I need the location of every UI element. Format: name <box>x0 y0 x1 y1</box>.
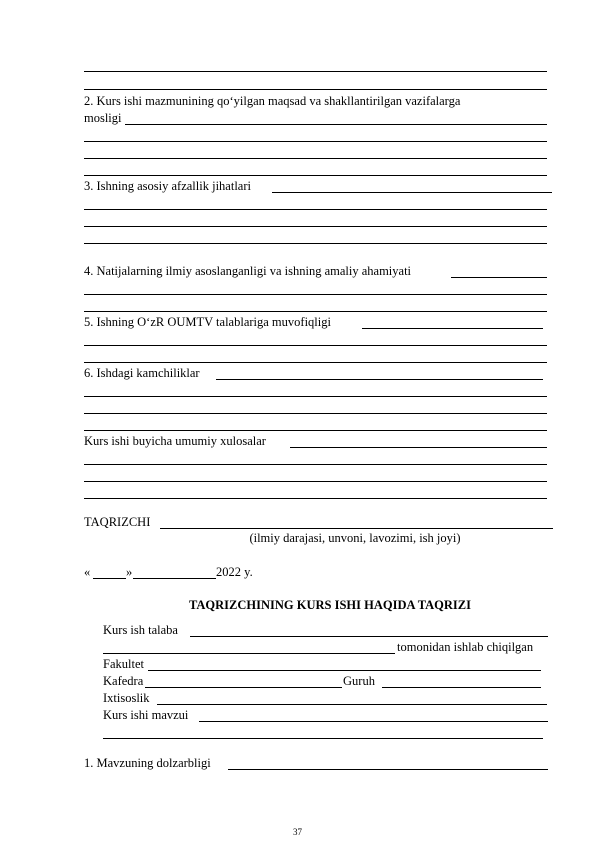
section-2-title: 2. Kurs ishi mazmunining qo‘yilgan maqsad va shakllantirilgan vazifalarga <box>84 94 461 108</box>
blank-line <box>84 311 547 312</box>
student-name-line <box>190 636 548 637</box>
blank-line <box>84 464 547 465</box>
section-4-title: 4. Natijalarning ilmiy asoslanganligi va ishning amaliy ahamiyati <box>84 264 412 278</box>
blank-line <box>84 141 547 142</box>
department-line <box>145 687 342 688</box>
date-day-line <box>93 578 126 579</box>
section-5-title: 5. Ishning O‘zR OUMTV talablariga muvofiqligi <box>84 315 331 329</box>
blank-line <box>84 345 547 346</box>
page-number: 37 <box>293 827 302 837</box>
specialty-label: Ixtisoslik <box>103 691 150 705</box>
blank-line <box>84 498 547 499</box>
specialty-line <box>157 704 547 705</box>
department-label: Kafedra <box>103 674 144 688</box>
blank-line <box>216 379 543 380</box>
date-close-quote: » <box>126 565 133 579</box>
blank-line <box>84 362 547 363</box>
reviewer-caption: (ilmiy darajasi, unvoni, lavozimi, ish joyi) <box>249 531 461 545</box>
faculty-line <box>148 670 541 671</box>
reviewer-signature-line <box>160 528 553 529</box>
topic-line-2 <box>103 738 543 739</box>
student-label: Kurs ish talaba <box>103 623 178 637</box>
blank-line <box>84 243 547 244</box>
blank-line <box>84 89 547 90</box>
section-2-title-cont: mosligi <box>84 111 122 125</box>
group-label: Guruh <box>343 674 375 688</box>
relevance-line <box>228 769 548 770</box>
review-form-title: TAQRIZCHINING KURS ISHI HAQIDA TAQRIZI <box>188 598 471 612</box>
topic-label: Kurs ishi mavzui <box>103 708 189 722</box>
blank-line <box>84 481 547 482</box>
blank-line <box>125 124 547 125</box>
blank-line <box>84 209 547 210</box>
date-month-line <box>133 578 216 579</box>
prepared-by-label: tomonidan ishlab chiqilgan <box>397 640 534 654</box>
blank-line <box>84 71 547 72</box>
relevance-label: 1. Mavzuning dolzarbligi <box>84 756 211 770</box>
blank-line <box>451 277 547 278</box>
topic-line <box>199 721 548 722</box>
blank-line <box>362 328 543 329</box>
section-6-title: 6. Ishdagi kamchiliklar <box>84 366 200 380</box>
faculty-label: Fakultet <box>103 657 144 671</box>
blank-line <box>84 430 547 431</box>
blank-line <box>84 396 547 397</box>
blank-line <box>84 175 547 176</box>
conclusions-title: Kurs ishi buyicha umumiy xulosalar <box>84 434 266 448</box>
blank-line <box>84 158 547 159</box>
student-name-line-2 <box>103 653 395 654</box>
blank-line <box>84 294 547 295</box>
date-open-quote: « <box>84 565 91 579</box>
blank-line <box>290 447 547 448</box>
reviewer-label: TAQRIZCHI <box>84 515 151 529</box>
group-line <box>382 687 541 688</box>
section-3-title: 3. Ishning asosiy afzallik jihatlari <box>84 179 251 193</box>
blank-line <box>272 192 552 193</box>
date-year: 2022 y. <box>216 565 253 579</box>
blank-line <box>84 226 547 227</box>
blank-line <box>84 413 547 414</box>
